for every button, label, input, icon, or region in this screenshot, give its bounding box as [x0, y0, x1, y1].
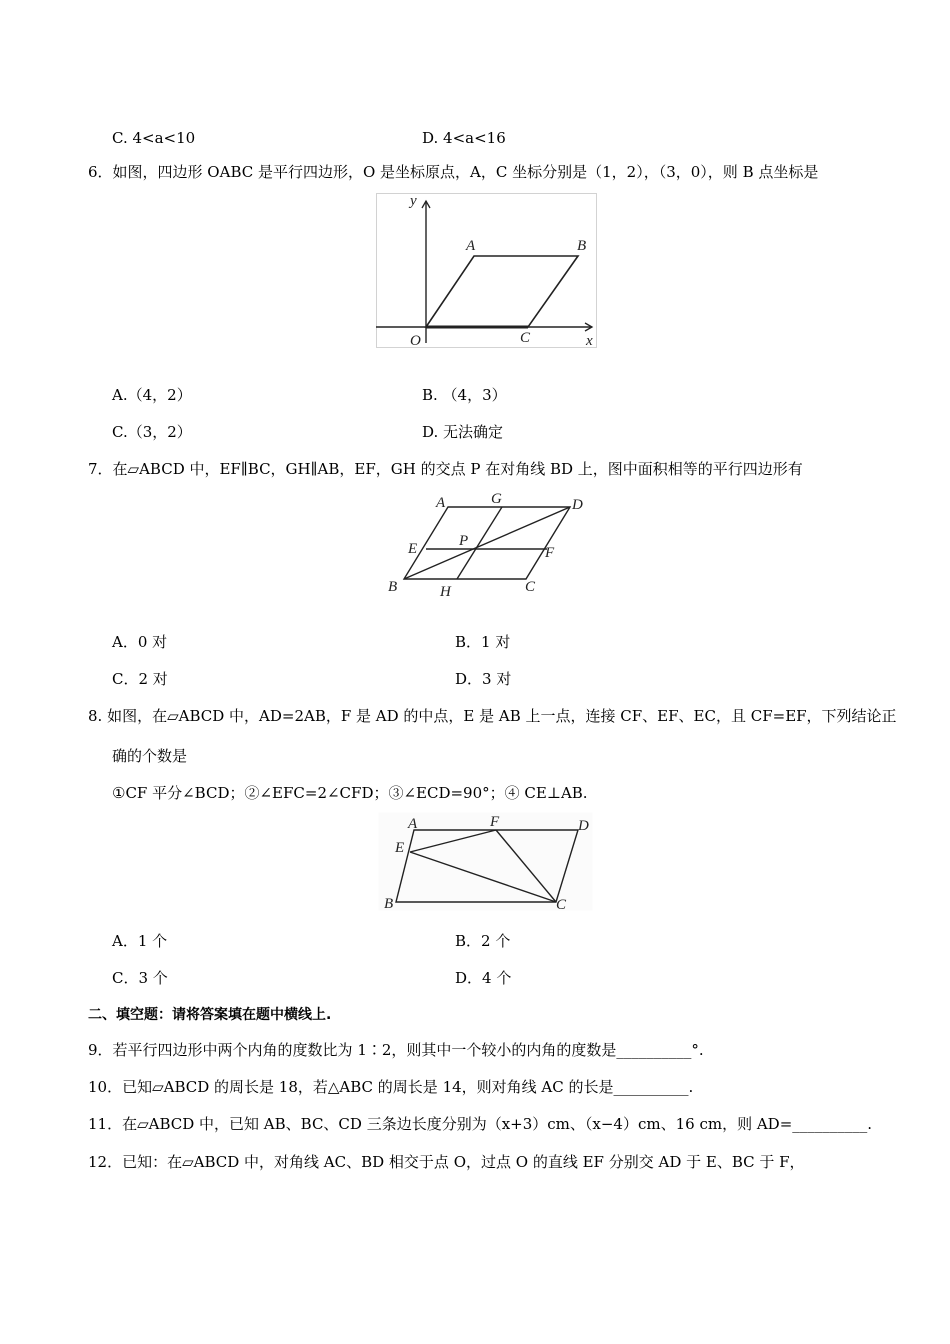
- label-a: A: [466, 238, 476, 254]
- section-2-heading: 二、填空题：请将答案填在题中横线上.: [88, 1007, 332, 1023]
- q7-option-d: D．3 对: [455, 670, 512, 688]
- label-y: y: [410, 193, 417, 209]
- label-c: C: [556, 897, 567, 912]
- q11-text: 11．在▱ABCD 中，已知 AB、BC、CD 三条边长度分别为（x+3）cm、（x−4）cm、16 cm，则 AD=__________.: [88, 1115, 873, 1133]
- q8-conclusions: ①CF 平分∠BCD；②∠EFC=2∠CFD；③∠ECD=90°；④ CE⊥AB.: [112, 784, 588, 802]
- label-d: D: [572, 497, 583, 513]
- q7-option-b: B．1 对: [455, 633, 511, 651]
- q6-option-a: A.（4，2）: [112, 386, 192, 404]
- label-c: C: [520, 330, 531, 346]
- q8-option-a: A．1 个: [112, 932, 168, 950]
- q8-stem-line1: 8. 如图，在▱ABCD 中，AD=2AB，F 是 AD 的中点，E 是 AB 上一点，连接 CF、EF、EC，且 CF=EF，下列结论正: [88, 707, 897, 725]
- label-b: B: [384, 896, 394, 912]
- q10-text: 10．已知▱ABCD 的周长是 18，若△ABC 的周长是 14，则对角线 AC 的长是__________.: [88, 1078, 694, 1096]
- q8-option-b: B．2 个: [455, 932, 511, 950]
- label-g: G: [491, 491, 502, 507]
- q8-figure: [378, 812, 594, 916]
- label-f: F: [490, 814, 500, 830]
- label-e: E: [395, 840, 405, 856]
- q8-option-c: C．3 个: [112, 969, 168, 987]
- q8-stem-line2: 确的个数是: [112, 747, 188, 765]
- label-b: B: [577, 238, 587, 254]
- q6-option-d: D. 无法确定: [422, 423, 504, 441]
- label-o: O: [410, 333, 421, 349]
- q8-option-d: D．4 个: [455, 969, 512, 987]
- q6-option-b: B. （4，3）: [422, 386, 507, 404]
- q6-figure: [376, 193, 598, 353]
- label-f: F: [545, 545, 555, 561]
- label-b: B: [388, 579, 398, 595]
- q5-option-c: C. 4<a<10: [112, 129, 196, 147]
- diagonal-bd: [404, 507, 570, 579]
- label-h: H: [440, 584, 451, 600]
- parallelogram-oabc: [426, 256, 578, 327]
- q7-stem: 7．在▱ABCD 中，EF∥BC，GH∥AB，EF，GH 的交点 P 在对角线 BD 上，图中面积相等的平行四边形有: [88, 460, 803, 478]
- label-a: A: [436, 495, 446, 511]
- label-c: C: [525, 579, 536, 595]
- q7-option-c: C．2 对: [112, 670, 168, 688]
- label-d: D: [578, 818, 589, 834]
- label-e: E: [408, 541, 418, 557]
- label-a: A: [408, 816, 418, 832]
- q7-option-a: A．0 对: [112, 633, 168, 651]
- q7-figure: [384, 487, 594, 606]
- q5-option-d: D. 4<a<16: [422, 129, 506, 147]
- q6-stem: 6．如图，四边形 OABC 是平行四边形，O 是坐标原点，A，C 坐标分别是（1，2），（3，0），则 B 点坐标是: [88, 163, 819, 181]
- label-p: P: [459, 533, 469, 549]
- q12-text: 12．已知：在▱ABCD 中，对角线 AC、BD 相交于点 O，过点 O 的直线 EF 分别交 AD 于 E、BC 于 F，: [88, 1153, 805, 1171]
- q6-option-c: C.（3，2）: [112, 423, 192, 441]
- label-x: x: [586, 333, 593, 349]
- q9-text: 9．若平行四边形中两个内角的度数比为 1∶2，则其中一个较小的内角的度数是__________°.: [88, 1041, 704, 1059]
